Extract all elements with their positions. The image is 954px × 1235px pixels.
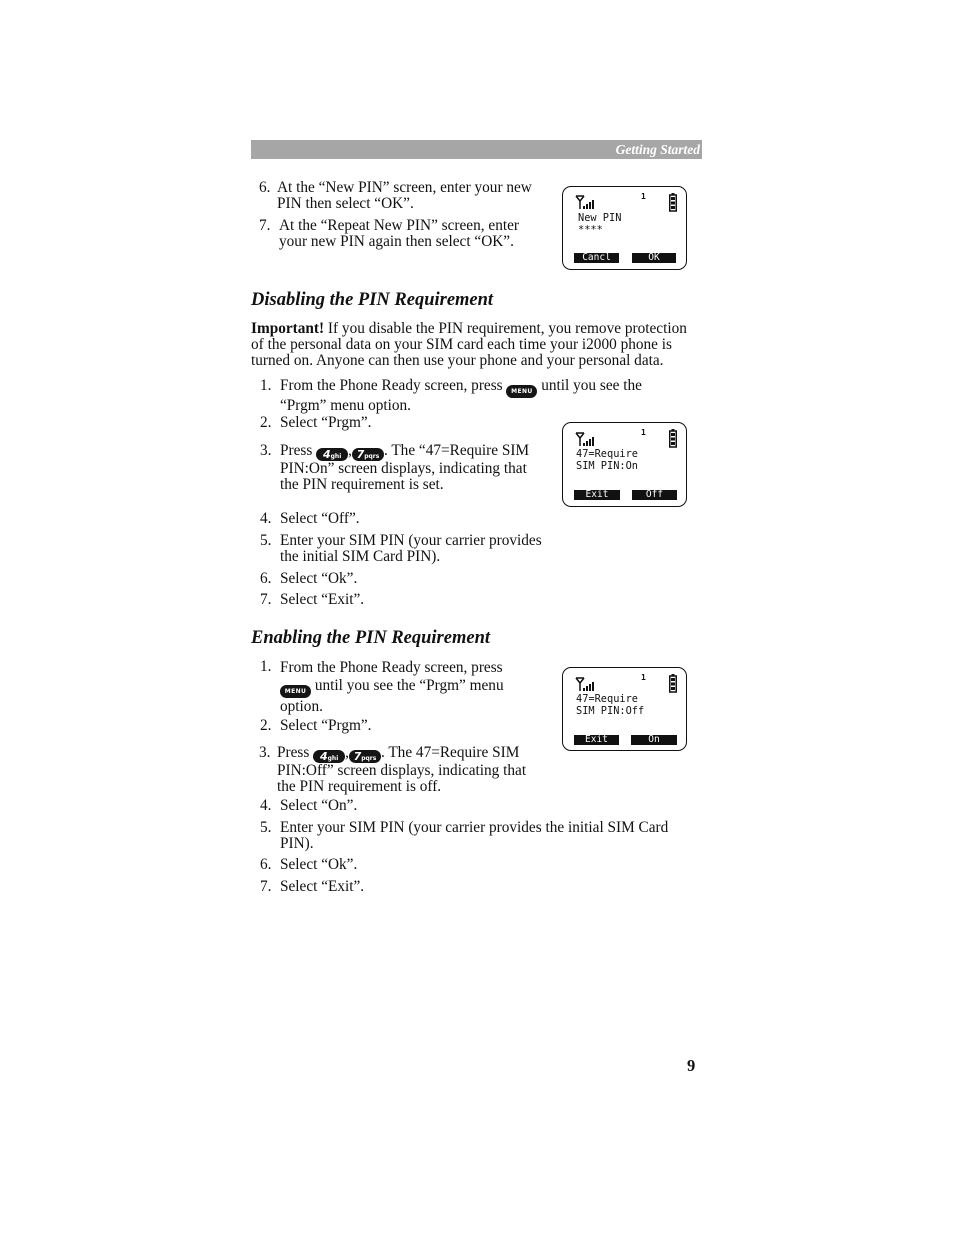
section-heading-enabling: Enabling the PIN Requirement [251,628,490,648]
line-indicator: 1 [641,673,646,682]
key-7-icon: 7pqrs [349,750,381,763]
ok-softkey[interactable]: OK [632,253,676,263]
section-title: Getting Started [615,142,700,157]
on-softkey[interactable]: On [631,735,677,745]
exit-softkey[interactable]: Exit [574,735,619,745]
screen-line-1: 47=Require [576,693,638,705]
screen-line-2: SIM PIN:Off [576,705,645,717]
page-number: 9 [687,1056,696,1075]
signal-strength-icon [575,677,597,692]
running-header-bar [251,140,702,159]
section-heading-disabling: Disabling the PIN Requirement [251,290,494,310]
screen-line-1: 47=Require [576,448,638,460]
key-4-icon: 4ghi [316,448,348,461]
battery-icon [669,193,677,212]
battery-icon [669,674,677,693]
phone-screen-require-off [562,667,687,751]
phone-screen-require-on [562,422,687,507]
screen-line-2: SIM PIN:On [576,460,638,472]
battery-icon [669,429,677,448]
cancel-softkey[interactable]: Cancl [574,253,619,263]
key-4-icon: 4ghi [313,750,345,763]
menu-key-icon: MENU [280,685,311,698]
key-7-icon: 7pqrs [352,448,384,461]
signal-strength-icon [575,432,597,447]
screen-line-2: **** [578,224,603,236]
exit-softkey[interactable]: Exit [574,490,620,500]
line-indicator: 1 [641,428,646,437]
screen-line-1: New PIN [578,212,622,224]
important-text: If you disable the PIN requirement, you remove protection of the personal data on your SIM card each time your i2000 phone is turned on. Anyone can then use your phone and your personal data. [251,320,687,369]
important-note [251,321,703,369]
important-label: Important! [251,320,325,337]
signal-strength-icon [575,195,597,210]
phone-screen-new-pin [562,186,687,270]
line-indicator: 1 [641,192,646,201]
off-softkey[interactable]: Off [632,490,677,500]
menu-key-icon: MENU [506,385,537,398]
